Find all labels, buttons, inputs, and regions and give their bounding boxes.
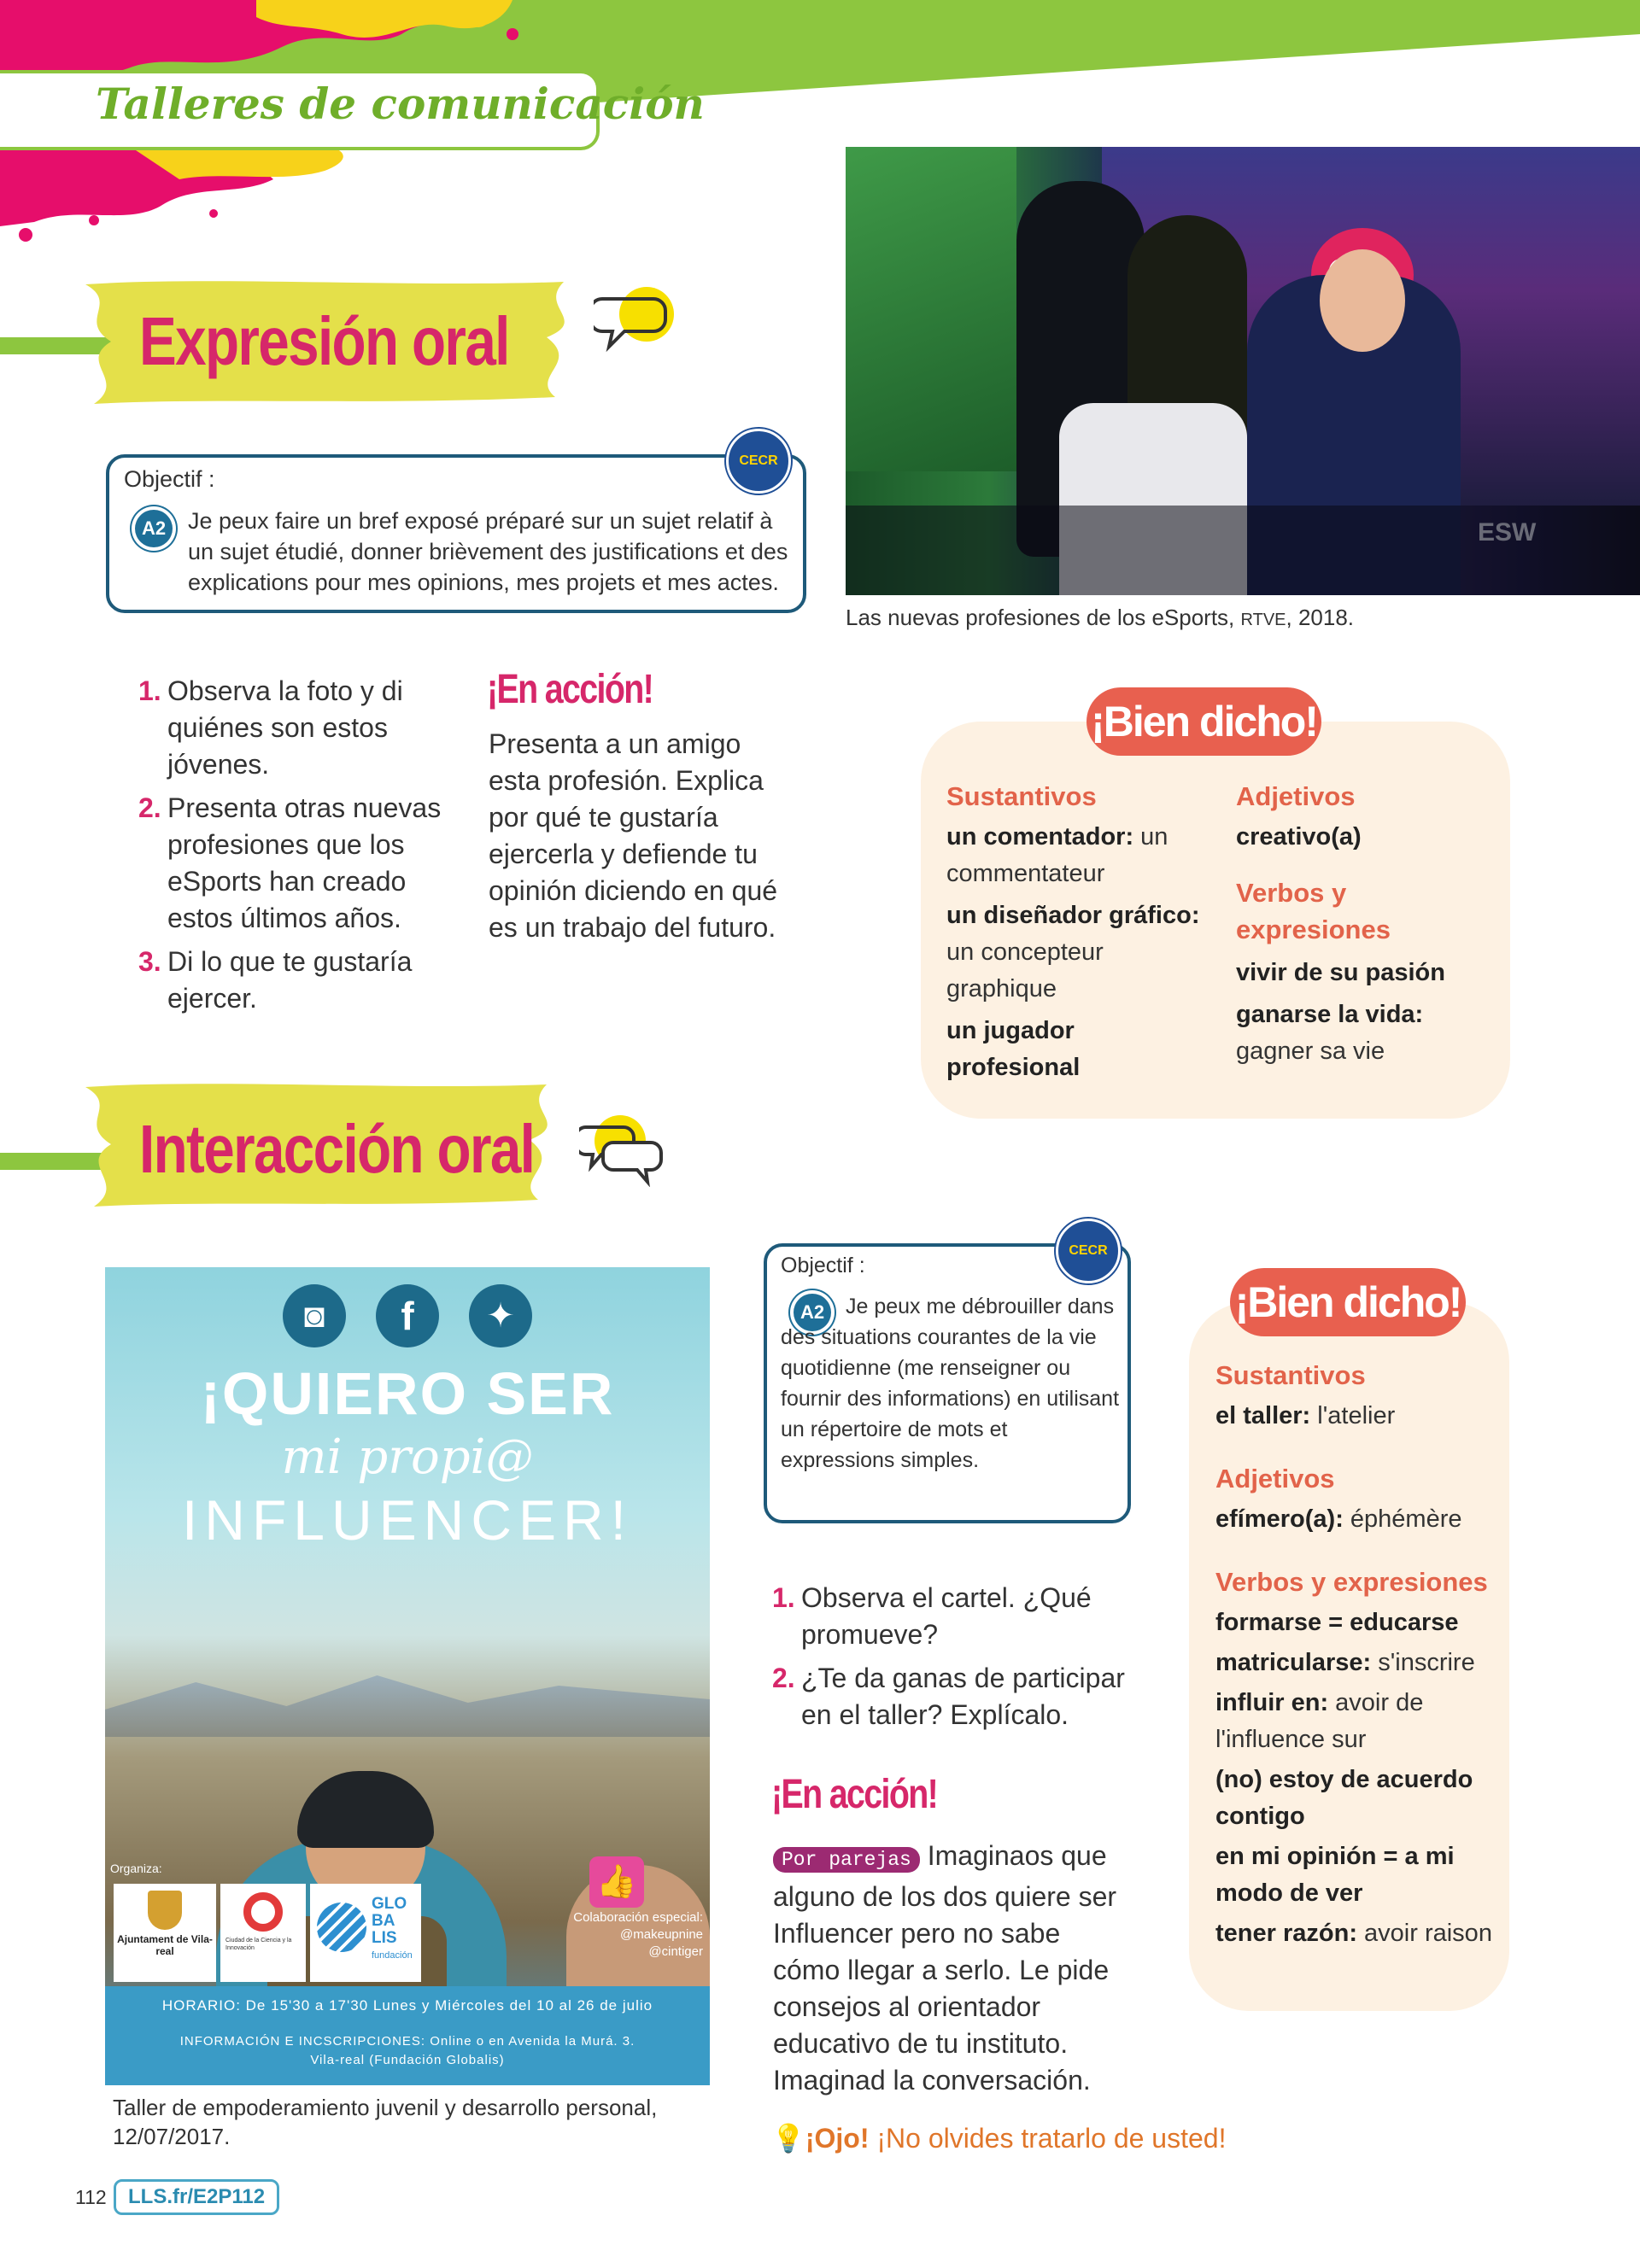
objectif-text xyxy=(781,1291,1122,1476)
vocab-term: en mi opinión = a mi modo de ver xyxy=(1215,1843,1455,1907)
step-number: 2. xyxy=(772,1663,795,1693)
facebook-icon: f xyxy=(376,1284,439,1347)
step-item xyxy=(772,1580,1148,1653)
logo-ciudad-ciencia xyxy=(220,1884,306,1982)
vocab-term: (no) estoy de acuerdo contigo xyxy=(1215,1766,1473,1830)
colabora-label: Colaboración especial: xyxy=(573,1910,703,1925)
vocab-term: formarse = educarse xyxy=(1215,1609,1459,1636)
logo-vila-real xyxy=(114,1884,216,1982)
step-number: 2. xyxy=(138,792,161,823)
vocab-term: influir en: xyxy=(1215,1689,1329,1716)
vocab-term: el taller: xyxy=(1215,1402,1311,1429)
cecr-badge: CECR xyxy=(1056,1219,1121,1283)
vocab-term: un comentador: xyxy=(946,823,1134,850)
vocab-term: tener razón: xyxy=(1215,1920,1357,1947)
vocab-translation: un concepteur graphique xyxy=(946,938,1104,1002)
ojo-text: ¡No olvides tratarlo de usted! xyxy=(869,2123,1227,2154)
logo1-text: Ajuntament de Vila-real xyxy=(117,1933,213,1957)
caption-source: RTVE xyxy=(1240,611,1286,629)
vocab-item xyxy=(946,1013,1203,1086)
vocab-translation: éphémère xyxy=(1343,1505,1462,1533)
lls-link[interactable]: LLS.fr/E2P112 xyxy=(114,2179,279,2215)
stage-screen-green xyxy=(846,147,1016,471)
bien-dicho-badge: ¡Bien dicho! xyxy=(1230,1268,1466,1336)
sustantivos-heading: Sustantivos xyxy=(946,781,1097,811)
lightbulb-icon: 💡 xyxy=(771,2123,805,2154)
vocab-term: un diseñador gráfico: xyxy=(946,902,1200,929)
vocab-translation: gagner sa vie xyxy=(1236,1038,1385,1065)
por-parejas-badge: Por parejas xyxy=(773,1847,920,1873)
poster-info2: Vila-real (Fundación Globalis) xyxy=(310,2053,505,2067)
objectif-text: Je peux faire un bref exposé préparé sur un sujet relatif à un sujet étudié, donner brièvement des justifications et des explications pour mes opinions, mes projets et mes actes. xyxy=(188,508,788,595)
bien-col-left xyxy=(946,781,1203,1086)
poster-line1: ¡QUIERO SER xyxy=(200,1360,615,1427)
logo-globalis xyxy=(310,1884,421,1982)
instagram-icon: ◙ xyxy=(283,1284,346,1347)
vocab-item xyxy=(1215,1398,1502,1435)
stage-floor xyxy=(846,506,1640,595)
step-text: ¿Te da ganas de participar en el taller? Explícalo. xyxy=(801,1663,1125,1730)
vocab-item xyxy=(1236,997,1492,1070)
interaccion-steps xyxy=(772,1580,1148,1740)
adjetivos-heading: Adjetivos xyxy=(1236,781,1356,811)
objectif-text-content: Je peux me débrouiller dans des situations courantes de la vie quotidienne (me renseigner ou fournir des informations) en utilisant un répertoire de mots et expressions simples. xyxy=(781,1295,1120,1472)
vocab-term: un jugador profesional xyxy=(946,1017,1081,1081)
poster-mountains xyxy=(105,1669,710,1737)
en-accion-text: Presenta a un amigo esta profesión. Explica por qué te gustaría ejercerla y defiende tu opinión diciendo en qué es un trabajo del futuro. xyxy=(489,728,778,943)
step-item xyxy=(138,790,454,937)
vocab-item xyxy=(1215,1838,1502,1912)
poster-cap xyxy=(297,1771,434,1848)
logo2-text: Ciudad de la Ciencia y la Innovación xyxy=(226,1938,292,1951)
vocab-translation: avoir raison xyxy=(1356,1920,1492,1947)
step-item xyxy=(138,673,454,783)
vocab-item xyxy=(1215,1645,1502,1681)
level-badge: A2 xyxy=(135,510,173,547)
vocab-translation: s'inscrire xyxy=(1371,1649,1475,1676)
vocab-term: efímero(a): xyxy=(1215,1505,1344,1533)
step-number: 1. xyxy=(138,675,161,706)
globalis-line: fundación xyxy=(372,1950,413,1961)
vocab-term: vivir de su pasión xyxy=(1236,959,1445,986)
colabora-handle: @makeupnine xyxy=(620,1927,703,1942)
poster-info1: INFORMACIÓN E INCSCRIPCIONES: Online o en Avenida la Murá. 3. xyxy=(179,2034,636,2049)
esports-photo xyxy=(846,147,1640,595)
verbos-heading: Verbos y expresiones xyxy=(1236,878,1391,944)
ciencia-ring-icon xyxy=(243,1892,283,1932)
globalis-text xyxy=(372,1896,413,1964)
step-item xyxy=(772,1660,1148,1733)
globalis-ball-icon xyxy=(317,1903,366,1952)
cecr-badge: CECR xyxy=(726,429,791,494)
dialogue-bubbles-icon xyxy=(579,1110,665,1187)
ojo-note xyxy=(771,2122,1226,2154)
vocab-translation: avoir de l'influence sur xyxy=(1215,1689,1424,1753)
vocab-item xyxy=(1215,1501,1502,1538)
step-text: Observa el cartel. ¿Qué promueve? xyxy=(801,1582,1092,1650)
poster-line2: mi propi@ xyxy=(281,1429,534,1485)
step-text: Observa la foto y di quiénes son estos jóvenes. xyxy=(167,675,403,780)
vocab-item xyxy=(1215,1685,1502,1758)
objectif-label: Objectif : xyxy=(781,1254,865,1277)
sustantivos-heading: Sustantivos xyxy=(1215,1360,1366,1390)
en-accion-text xyxy=(773,1838,1132,2099)
globalis-line: BA xyxy=(372,1912,395,1930)
accion-text-content: Imaginaos que alguno de los dos quiere ser Influencer pero no sabe cómo llegar a serlo. Le pide consejos al orientador educativo de tu instituto. Imaginad la conversación. xyxy=(773,1840,1117,2096)
vila-real-shield-icon xyxy=(148,1891,182,1930)
step-text: Di lo que te gustaría ejercer. xyxy=(167,946,413,1014)
objectif-label: Objectif : xyxy=(124,466,215,492)
globalis-line: GLO xyxy=(372,1895,407,1913)
bien-col xyxy=(1215,1360,1502,1952)
caption-text: Las nuevas profesiones de los eSports, xyxy=(846,605,1241,630)
step-number: 1. xyxy=(772,1582,795,1613)
speech-bubble-icon xyxy=(594,282,679,359)
step-number: 3. xyxy=(138,946,161,977)
level-badge: A2 xyxy=(794,1294,831,1331)
expresion-title: Expresión oral xyxy=(139,303,509,379)
vocab-item xyxy=(946,819,1203,892)
interaccion-title: Interacción oral xyxy=(139,1111,535,1187)
vocab-term: ganarse la vida: xyxy=(1236,1001,1424,1028)
vocab-translation: un commentateur xyxy=(946,823,1168,887)
thumbs-up-icon: 👍 xyxy=(589,1856,644,1908)
poster-caption: Taller de empoderamiento juvenil y desarrollo personal, 12/07/2017. xyxy=(113,2095,658,2149)
en-accion-title: ¡En acción! xyxy=(487,667,653,712)
poster-horario: HORARIO: De 15'30 a 17'30 Lunes y Miércoles del 10 al 26 de julio xyxy=(161,1997,653,2014)
poster-line3: INFLUENCER! xyxy=(181,1488,634,1552)
ojo-label: ¡Ojo! xyxy=(805,2123,870,2154)
expresion-steps xyxy=(138,673,454,1024)
twitter-icon: ✦ xyxy=(469,1284,532,1347)
page-number: 112 xyxy=(75,2186,107,2208)
bien-dicho-badge: ¡Bien dicho! xyxy=(1086,687,1321,756)
poster-colabora xyxy=(507,1909,703,1961)
vocab-term: creativo(a) xyxy=(1236,823,1362,850)
vocab-translation: l'atelier xyxy=(1310,1402,1396,1429)
vocab-item xyxy=(1236,955,1492,991)
vocab-item xyxy=(946,897,1203,1008)
influencer-poster xyxy=(105,1267,710,2085)
vocab-item xyxy=(1236,819,1492,856)
step-text: Presenta otras nuevas profesiones que los eSports han creado estos últimos años. xyxy=(167,792,442,933)
photo-caption xyxy=(846,603,1354,634)
vocab-item xyxy=(1215,1605,1502,1641)
workshop-title: Talleres de comunicación xyxy=(96,79,705,129)
globalis-line: LIS xyxy=(372,1929,397,1947)
poster-organiza: Organiza: xyxy=(110,1862,162,1875)
caption-year: , 2018. xyxy=(1286,605,1355,630)
adjetivos-heading: Adjetivos xyxy=(1215,1464,1335,1493)
bien-col-right xyxy=(1236,781,1492,1070)
vocab-item xyxy=(1215,1762,1502,1835)
player-head xyxy=(1320,249,1405,352)
step-item xyxy=(138,944,454,1017)
vocab-item xyxy=(1215,1915,1502,1952)
vocab-term: matricularse: xyxy=(1215,1649,1372,1676)
en-accion-title: ¡En acción! xyxy=(771,1772,938,1817)
colabora-handle: @cintiger xyxy=(648,1944,703,1959)
verbos-heading: Verbos y expresiones xyxy=(1215,1567,1488,1597)
